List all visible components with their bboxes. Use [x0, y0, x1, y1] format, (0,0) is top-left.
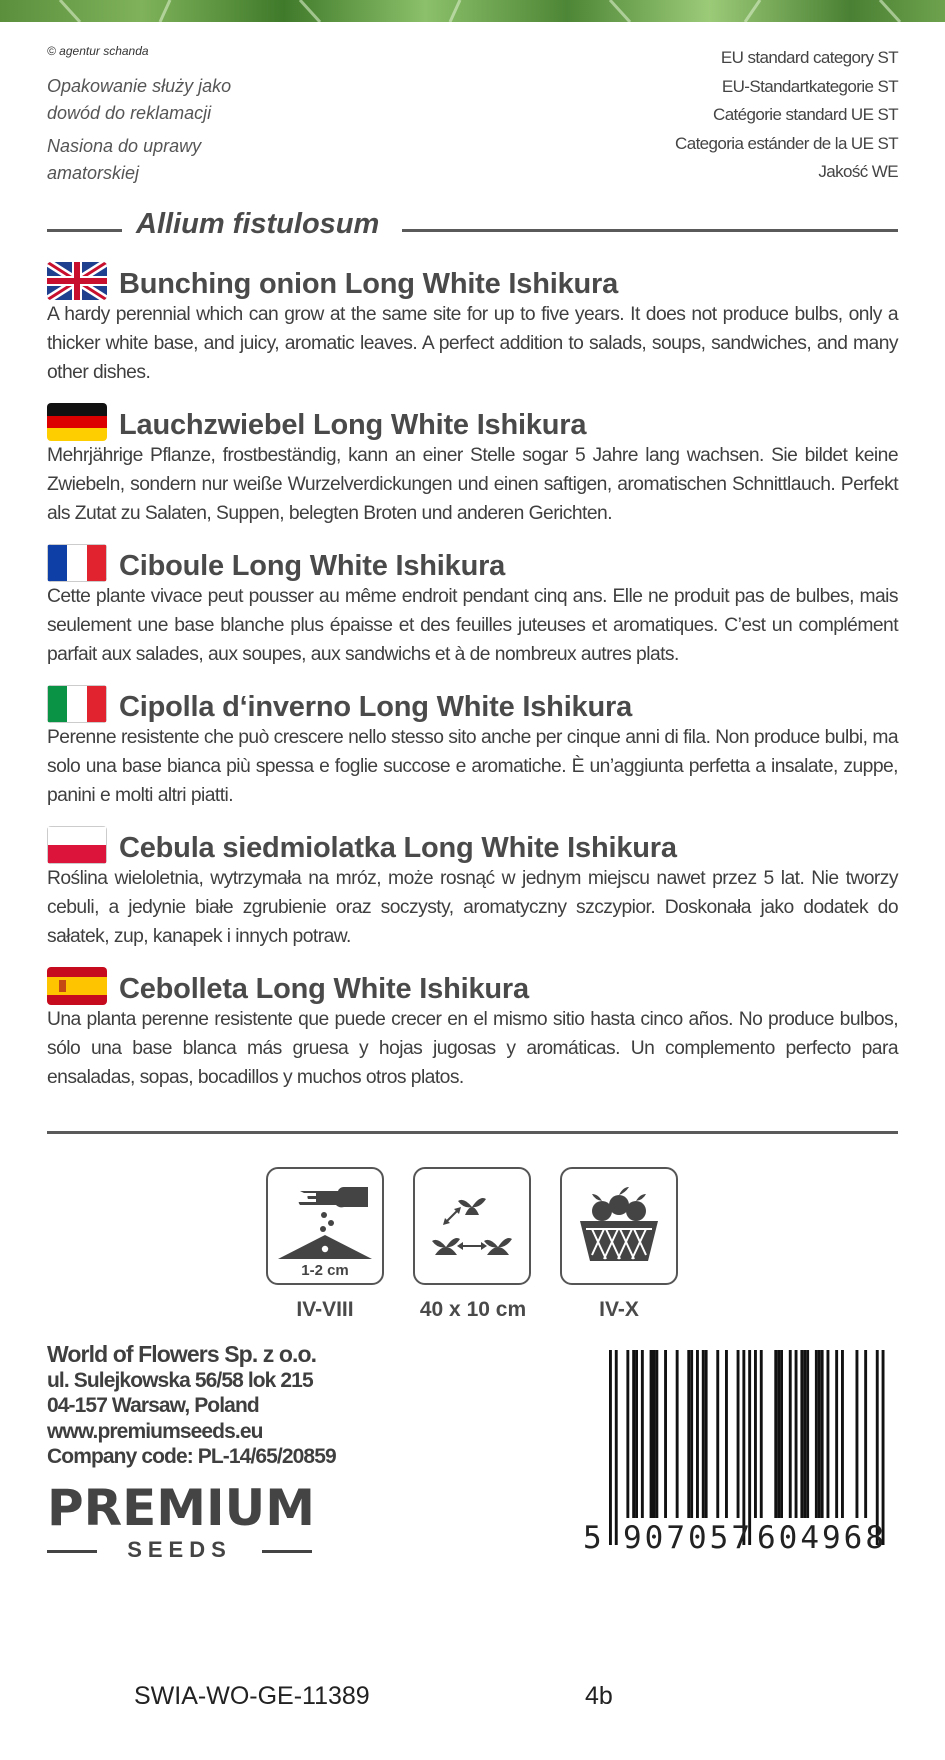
- barcode-bar: [806, 1350, 809, 1518]
- section-french: [47, 544, 898, 669]
- latin-name: Allium fistulosum: [136, 208, 380, 240]
- barcode-bar: [754, 1350, 757, 1518]
- standard-line: Jakość WE: [818, 162, 898, 181]
- standard-line: EU standard category ST: [720, 48, 898, 67]
- section-description: Una planta perenne resistente que puede crecer en el mismo sitio hasta cinco años. No produce bulbos, sólo una base blanca más gruesa y hojas jugosas y aromáticas. Un complemento perfecto para ensaladas, sopas, bocadillos y muchos otros platos.: [47, 1009, 898, 1088]
- section-polish: [47, 826, 898, 951]
- barcode-bar: [818, 1350, 821, 1518]
- section-description: Cette plante vivace peut pousser au même endroit pendant cinq ans. Elle ne produit pas de bulbes, mais seulement une base blanche plus épaisse et des feuilles juteuses et aromatiques. C’est un complément parfait aux salades, aux soupes, aux sandwichs et à de nombreux autres plats.: [47, 586, 898, 665]
- company-website[interactable]: www.premiumseeds.eu: [47, 1419, 263, 1443]
- barcode-bar: [635, 1350, 638, 1518]
- barcode-bar: [687, 1350, 690, 1518]
- barcode-bar: [696, 1350, 699, 1518]
- barcode-bar: [827, 1350, 830, 1518]
- latin-name-row: [47, 208, 898, 248]
- section-italian: [47, 685, 898, 810]
- standard-line: Catégorie standard UE ST: [713, 105, 898, 124]
- section-german: [47, 403, 898, 528]
- barcode-bar: [725, 1350, 728, 1518]
- rule-right: [402, 229, 898, 232]
- barcode-bar: [737, 1350, 740, 1518]
- section-description: Perenne resistente che può crescere nello stesso sito anche per cinque anni di fila. Non produce bulbi, ma solo una base bianca più spessa e foglie succose e aromatiche. È un’aggiunta perfetta a insalate, zuppe, panini e molti altri piatti.: [47, 727, 898, 806]
- leaf-photo-band: [0, 0, 945, 22]
- company-code: Company code: PL-14/65/20859: [47, 1445, 336, 1468]
- product-code: SWIA-WO-GE-11389: [134, 1682, 370, 1710]
- barcode-bar: [774, 1350, 777, 1518]
- section-title: Cebula siedmiolatka Long White Ishikura: [119, 832, 677, 864]
- spain-flag-icon: [47, 967, 107, 1005]
- rule-left: [47, 229, 122, 232]
- harvest-period: IV-X: [599, 1298, 639, 1321]
- barcode-bar: [676, 1350, 679, 1518]
- section-divider: [47, 1131, 898, 1134]
- barcode-bar: [835, 1350, 838, 1518]
- barcode-bar: [690, 1350, 693, 1518]
- section-title: Bunching onion Long White Ishikura: [119, 268, 619, 300]
- amateur-note: Nasiona do uprawy amatorskiej: [47, 136, 202, 183]
- barcode-bar: [821, 1350, 824, 1518]
- barcode-bar: [655, 1350, 658, 1518]
- barcode-bar: [780, 1350, 783, 1518]
- section-title: Lauchzwiebel Long White Ishikura: [119, 409, 587, 441]
- barcode-bar: [795, 1350, 798, 1518]
- company-info: [47, 1342, 336, 1470]
- barcode-bar: [841, 1350, 844, 1518]
- section-spanish: [47, 967, 898, 1092]
- company-street: ul. Sulejkowska 56/58 lok 215: [47, 1368, 313, 1392]
- barcode-bar: [653, 1350, 656, 1518]
- standard-line: EU-Standartkategorie ST: [721, 76, 898, 96]
- france-flag-icon: [47, 544, 107, 582]
- section-title: Ciboule Long White Ishikura: [119, 550, 506, 582]
- premium-seeds-logo: [47, 1479, 316, 1565]
- copyright-notice: © agentur schanda: [47, 44, 149, 58]
- ean-barcode: [583, 1350, 893, 1560]
- barcode-digits-right: 604968: [757, 1520, 887, 1556]
- harvest-basket-icon: [560, 1167, 678, 1285]
- section-title: Cebolleta Long White Ishikura: [119, 973, 529, 1005]
- company-name: World of Flowers Sp. z o.o.: [47, 1341, 317, 1367]
- company-city: 04-157 Warsaw, Poland: [47, 1394, 259, 1417]
- barcode-bar: [626, 1350, 629, 1518]
- packaging-notes: [47, 73, 231, 193]
- section-description: Roślina wieloletnia, wytrzymała na mróz, może rosnąć w jednym miejscu nawet przez 5 lat. Nie tworzy cebuli, a jedynie białe zgrubienie oraz soczysty, aromatyczny szczypior. Doskonała jako dodatek do sałatek, zup, kanapek i innych potraw.: [47, 868, 898, 947]
- barcode-bar: [800, 1350, 803, 1518]
- uk-flag-icon: [47, 262, 107, 300]
- section-title: Cipolla d‘inverno Long White Ishikura: [119, 691, 633, 723]
- barcode-bar: [803, 1350, 806, 1518]
- spacing-icon: [413, 1167, 531, 1285]
- barcode-bar: [864, 1350, 867, 1518]
- sowing-icon: [266, 1167, 384, 1285]
- barcode-bar: [705, 1350, 708, 1518]
- barcode-bar: [789, 1350, 792, 1518]
- eu-standard-notes: [675, 44, 898, 187]
- germany-flag-icon: [47, 403, 107, 441]
- sowing-period: IV-VIII: [296, 1298, 354, 1321]
- barcode-bar: [856, 1350, 859, 1518]
- barcode-digits: [583, 1520, 893, 1556]
- barcode-bar: [632, 1350, 635, 1518]
- section-description: A hardy perennial which can grow at the same site for up to five years. It does not produce bulbs, only a thicker white base, and juicy, aromatic leaves. A perfect addition to salads, soups, sandwiches, and many other dishes.: [47, 304, 898, 383]
- barcode-bar: [650, 1350, 653, 1518]
- spacing-value: 40 x 10 cm: [419, 1298, 527, 1321]
- barcode-bar: [641, 1350, 644, 1518]
- barcode-bar: [609, 1350, 612, 1545]
- barcode-bar: [815, 1350, 818, 1518]
- barcode-bar: [760, 1350, 763, 1518]
- barcode-bar: [748, 1350, 751, 1545]
- barcode-bar: [876, 1350, 879, 1545]
- barcode-bar: [716, 1350, 719, 1518]
- standard-line: Categoria estánder de la UE ST: [675, 133, 898, 153]
- section-english: [47, 262, 898, 387]
- barcode-bar: [777, 1350, 780, 1518]
- sowing-depth-label: 1-2 cm: [301, 1262, 349, 1279]
- barcode-bar: [742, 1350, 745, 1545]
- barcode-bar: [702, 1350, 705, 1518]
- complaint-note: Opakowanie służy jako dowód do reklamacji: [47, 76, 232, 123]
- logo-rule-right: [262, 1550, 312, 1553]
- page-mark: 4b: [585, 1682, 613, 1710]
- barcode-digits-left: 907057: [623, 1520, 753, 1556]
- barcode-bar: [664, 1350, 667, 1518]
- barcode-bar: [882, 1350, 885, 1545]
- logo-sub: SEEDS: [127, 1537, 232, 1562]
- italy-flag-icon: [47, 685, 107, 723]
- section-description: Mehrjährige Pflanze, frostbeständig, kann an einer Stelle sogar 5 Jahre lang wachsen. Sie bildet keine Zwiebeln, sondern nur weiße Wurzelverdickungen und einen saftigen, aromatischen Schnittlauch. Perfekt als Zutat zu Salaten, Suppen, belegten Broten und anderen Gerichten.: [47, 445, 898, 524]
- barcode-bar: [615, 1350, 618, 1545]
- barcode-digit-first: 5: [583, 1520, 602, 1556]
- poland-flag-icon: [47, 826, 107, 864]
- logo-word: PREMIUM: [47, 1479, 316, 1537]
